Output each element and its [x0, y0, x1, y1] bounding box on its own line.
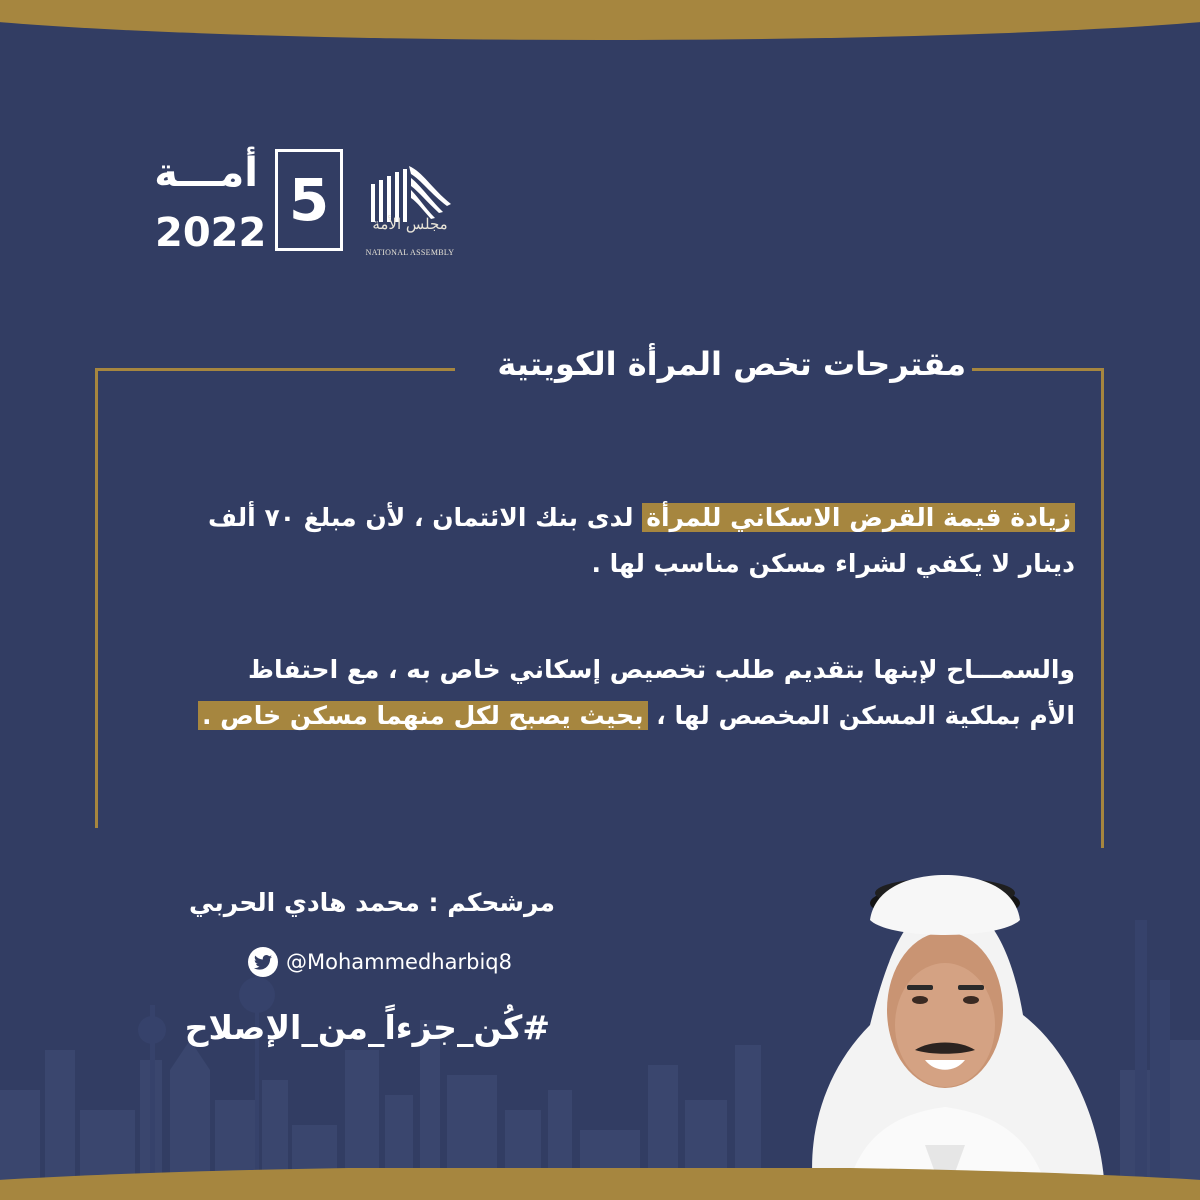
national-assembly-logo — [365, 158, 455, 258]
top-gold-band — [0, 0, 1200, 40]
twitter-icon — [248, 947, 278, 977]
proposal-paragraph-1 — [150, 495, 1075, 587]
candidate-name: مرشحكم : محمد هادي الحربي — [189, 888, 555, 917]
election-year: 2022 — [155, 210, 267, 256]
paragraph-2-line-2 — [100, 693, 1075, 739]
twitter-handle-row[interactable] — [248, 947, 512, 977]
paragraph-1-line-1-rest: لدى بنك الائتمان ، لأن مبلغ ٧٠ ألف — [208, 503, 643, 532]
assembly-name-arabic: مجلس الأمة — [372, 215, 448, 233]
paragraph-1-line-1 — [150, 495, 1075, 541]
frame-top-right-line — [972, 368, 1104, 371]
twitter-handle: @Mohammedharbiq8 — [286, 950, 512, 974]
frame-left-line — [95, 368, 98, 828]
umma-word: أمـــة — [154, 150, 258, 196]
paragraph-2-highlight: بحيث يصبح لكل منهما مسكن خاص . — [198, 701, 648, 730]
page-title: مقترحات تخص المرأة الكويتية — [497, 345, 966, 383]
district-number-badge: 5 — [275, 149, 343, 251]
proposal-paragraph-2 — [100, 647, 1075, 739]
campaign-hashtag: #كُن_جزءاً_من_الإصلاح — [184, 1008, 550, 1047]
candidate-portrait — [775, 845, 1115, 1200]
paragraph-2-line-2-start: الأم بملكية المسكن المخصص لها ، — [647, 701, 1075, 730]
assembly-name-english: NATIONAL ASSEMBLY — [365, 248, 455, 257]
frame-top-left-line — [95, 368, 455, 371]
paragraph-1-line-2: دينار لا يكفي لشراء مسكن مناسب لها . — [591, 549, 1075, 578]
frame-right-line — [1101, 368, 1104, 848]
paragraph-2-line-1: والسمـــاح لإبنها بتقديم طلب تخصيص إسكاني خاص به ، مع احتفاظ — [248, 655, 1075, 684]
paragraph-1-highlight: زيادة قيمة القرض الاسكاني للمرأة — [642, 503, 1075, 532]
bottom-gold-band — [0, 1168, 1200, 1200]
